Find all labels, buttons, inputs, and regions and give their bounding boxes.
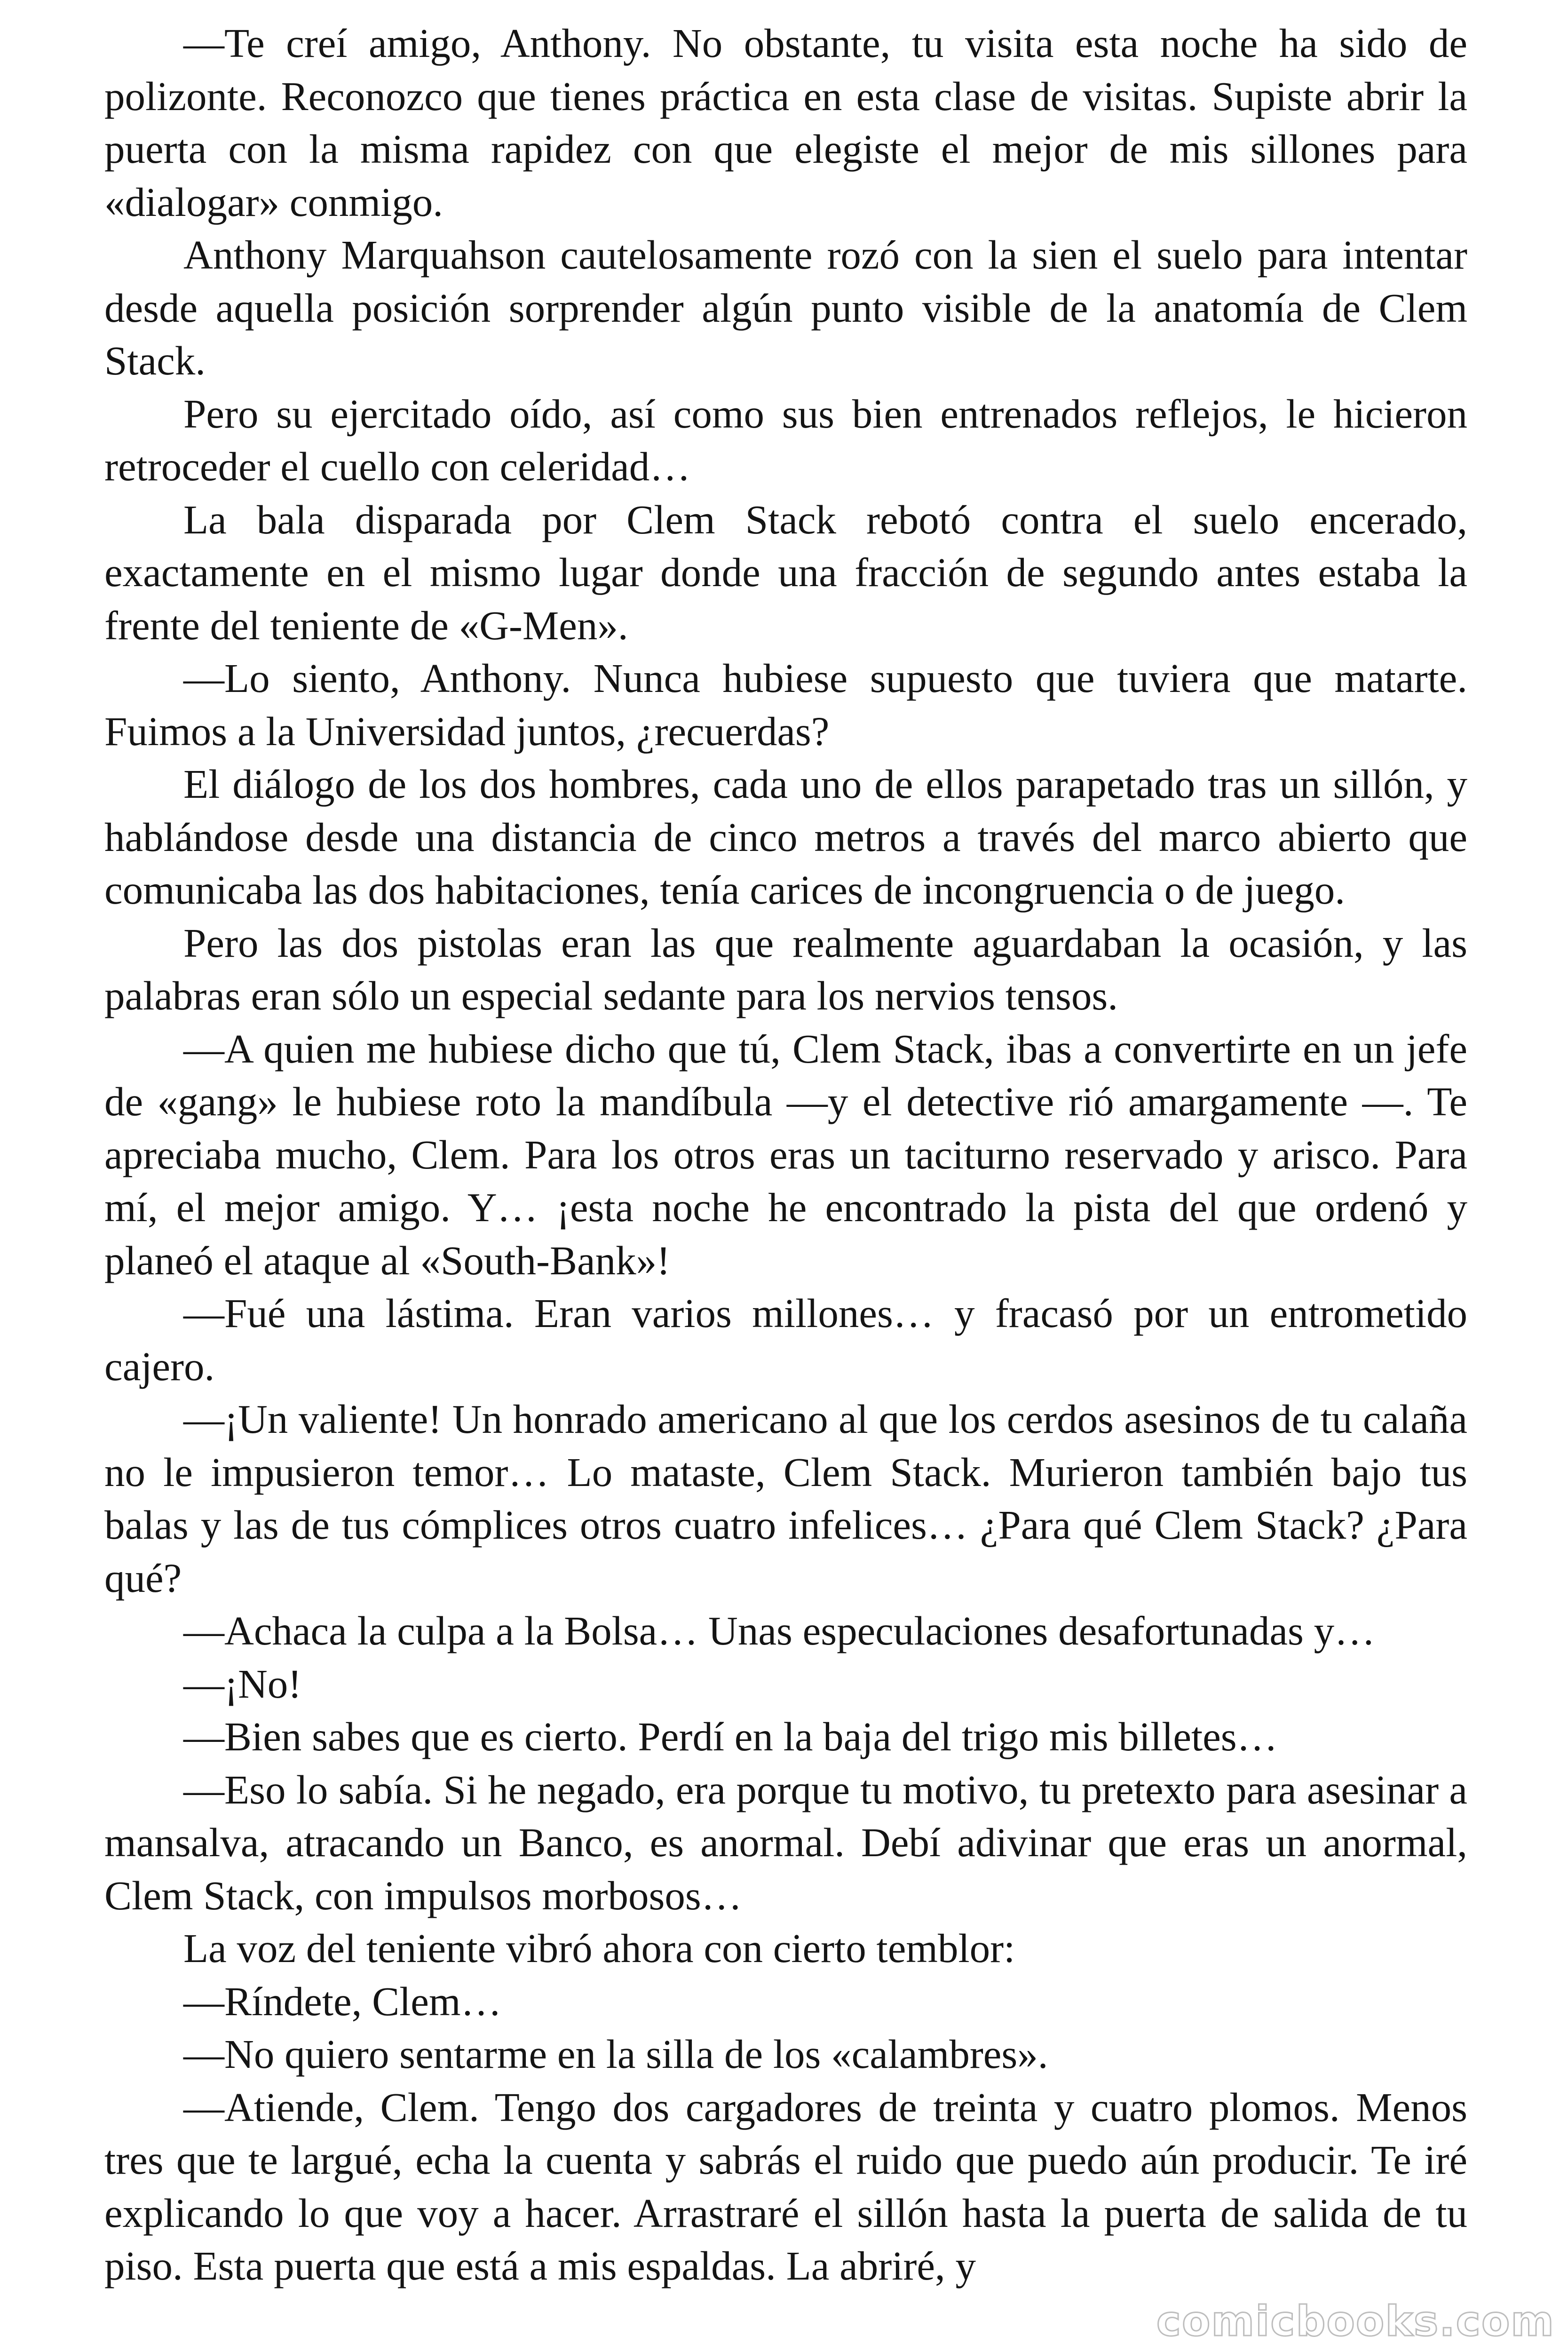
paragraph: —Te creí amigo, Anthony. No obstante, tu visita esta noche ha sido de polizonte. Reconozco que tienes práctica en esta clase de visitas. Supiste abrir la puerta con la misma rapidez con que elegiste el mejor de mis sillones para «dialogar» conmigo. bbox=[104, 20, 1467, 225]
paragraph: La bala disparada por Clem Stack rebotó contra el suelo encerado, exactamente en el mismo lugar donde una fracción de segundo antes estaba la frente del teniente de «G-Men». bbox=[104, 496, 1467, 648]
watermark-text: comicbooks.com bbox=[1156, 2297, 1555, 2345]
paragraph: —Fué una lástima. Eran varios millones… y fracasó por un entrometido cajero. bbox=[104, 1290, 1467, 1389]
paragraph: El diálogo de los dos hombres, cada uno de ellos parapetado tras un sillón, y hablándose desde una distancia de cinco metros a través del marco abierto que comunicaba las dos habitaciones, tenía carices de incongruencia o de juego. bbox=[104, 761, 1467, 913]
paragraph: —Bien sabes que es cierto. Perdí en la baja del trigo mis billetes… bbox=[183, 1714, 1278, 1759]
paragraph: —¡Un valiente! Un honrado americano al que los cerdos asesinos de tu calaña no le impusieron temor… Lo mataste, Clem Stack. Murieron también bajo tus balas y las de tus cómplices otros cuatro infelices… ¿Para qué Clem Stack? ¿Para qué? bbox=[104, 1396, 1467, 1601]
paragraph: —Achaca la culpa a la Bolsa… Unas especulaciones desafortunadas y… bbox=[183, 1608, 1376, 1653]
paragraph: —A quien me hubiese dicho que tú, Clem Stack, ibas a convertirte en un jefe de «gang» le hubiese roto la mandíbula —y el detective rió amargamente —. Te apreciaba mucho, Clem. Para los otros eras un taciturno reservado y arisco. Para mí, el mejor amigo. Y… ¡esta noche he encontrado la pista del que ordenó y planeó el ataque al «South-Bank»! bbox=[104, 1025, 1467, 1283]
paragraph: —Ríndete, Clem… bbox=[183, 1978, 502, 2024]
paragraph: Anthony Marquahson cautelosamente rozó con la sien el suelo para intentar desde aquella posición sorprender algún punto visible de la anatomía de Clem Stack. bbox=[104, 232, 1467, 383]
paragraph: Pero su ejercitado oído, así como sus bien entrenados reflejos, le hicieron retroceder el cuello con celeridad… bbox=[104, 390, 1467, 489]
paragraph: La voz del teniente vibró ahora con cierto temblor: bbox=[183, 1925, 1015, 1971]
book-page-text bbox=[104, 17, 1467, 2293]
paragraph: —¡No! bbox=[183, 1661, 302, 1707]
paragraph: —Lo siento, Anthony. Nunca hubiese supuesto que tuviera que matarte. Fuimos a la Universidad juntos, ¿recuerdas? bbox=[104, 655, 1467, 754]
paragraph: —No quiero sentarme en la silla de los «calambres». bbox=[183, 2031, 1048, 2077]
paragraph: —Atiende, Clem. Tengo dos cargadores de treinta y cuatro plomos. Menos tres que te largué, echa la cuenta y sabrás el ruido que puedo aún producir. Te iré explicando lo que voy a hacer. Arrastraré el sillón hasta la puerta de salida de tu piso. Esta puerta que está a mis espaldas. La abriré, y bbox=[104, 2084, 1467, 2288]
paragraph: Pero las dos pistolas eran las que realmente aguardaban la ocasión, y las palabras eran sólo un especial sedante para los nervios tensos. bbox=[104, 920, 1467, 1018]
paragraph: —Eso lo sabía. Si he negado, era porque tu motivo, tu pretexto para asesinar a mansalva, atracando un Banco, es anormal. Debí adivinar que eras un anormal, Clem Stack, con impulsos morbosos… bbox=[104, 1766, 1467, 1918]
